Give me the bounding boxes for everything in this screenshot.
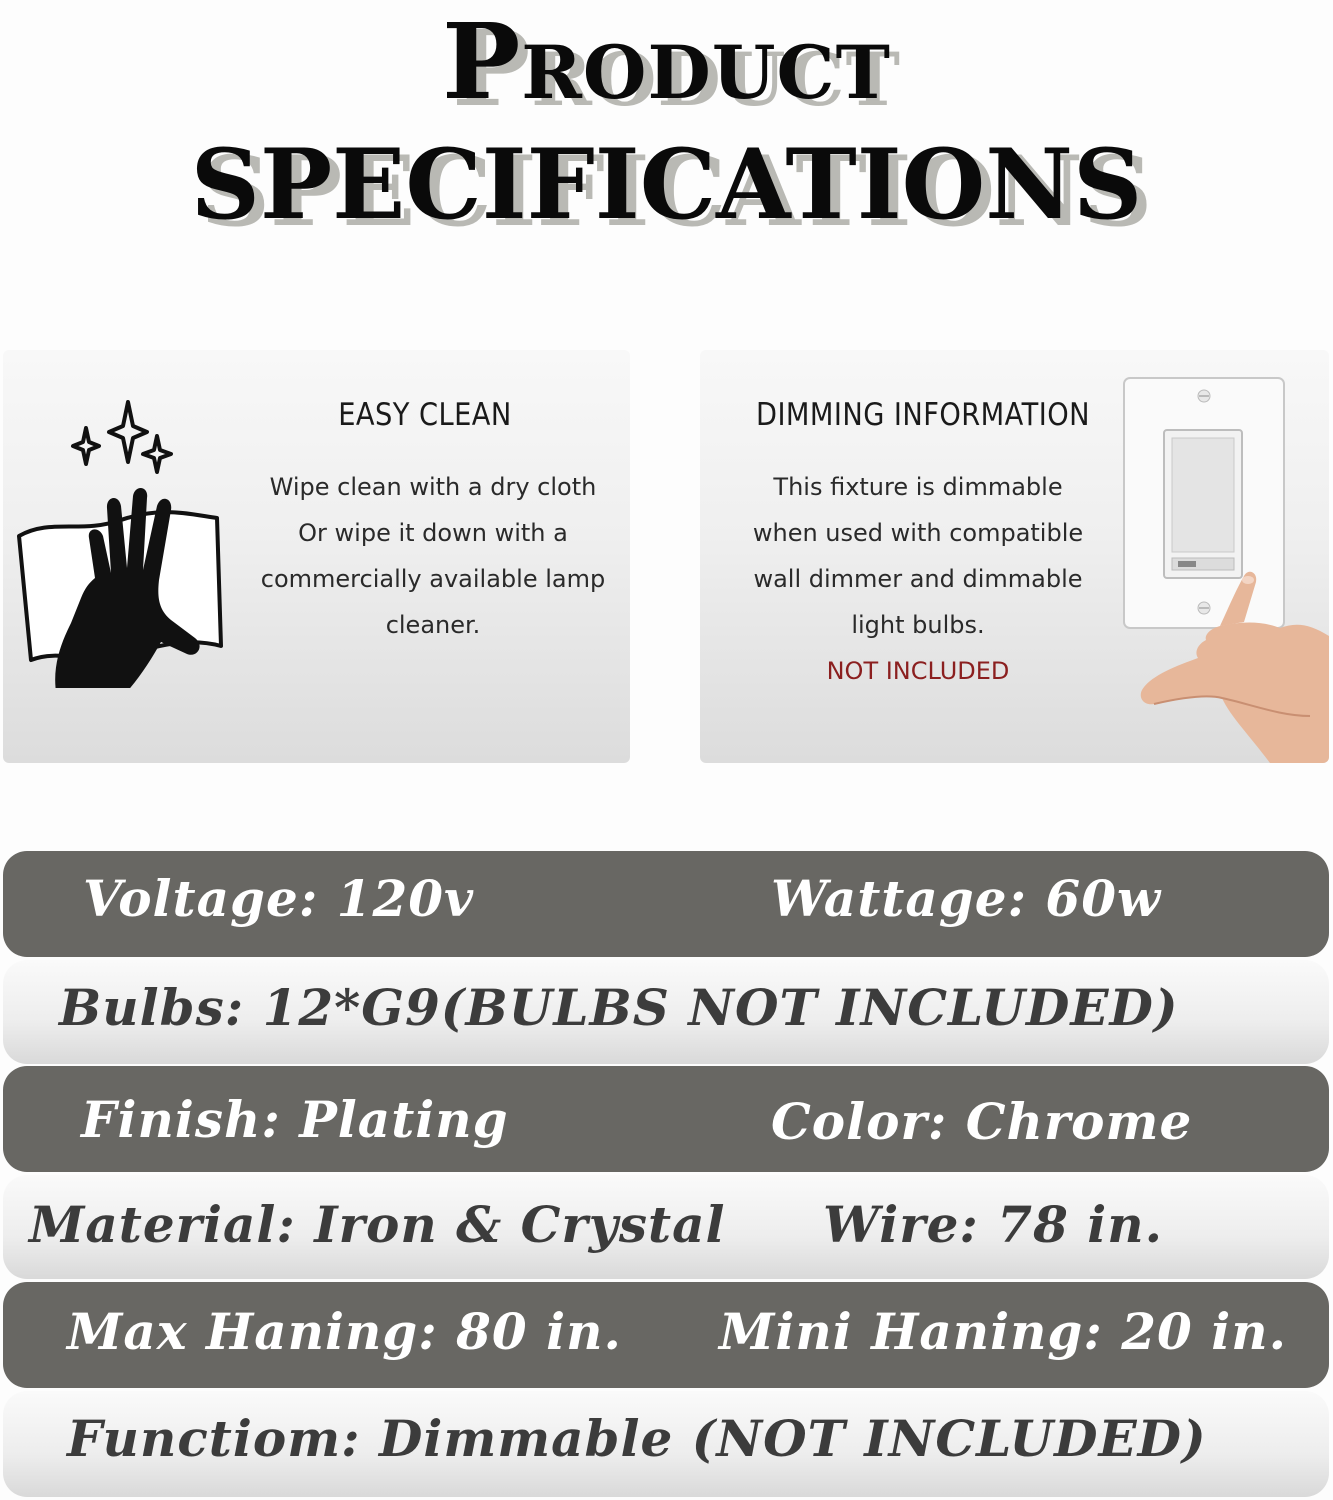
dimming-info-text <box>718 464 1118 694</box>
bulbs-spec: Bulbs: 12*G9(BULBS NOT INCLUDED) <box>59 978 1179 1037</box>
easy-clean-line: cleaner. <box>385 611 481 639</box>
function-spec: Functiom: Dimmable (NOT INCLUDED) <box>67 1409 1207 1468</box>
spec-bar-function <box>3 1391 1329 1497</box>
material-spec: Material: Iron & Crystal <box>29 1195 726 1254</box>
dimming-info-card <box>700 350 1329 763</box>
finish-spec: Finish: Plating <box>81 1090 509 1149</box>
hand-wiping-cloth-icon <box>11 398 226 688</box>
mini-hanging-spec: Mini Haning: 20 in. <box>719 1302 1287 1361</box>
max-hanging-spec: Max Haning: 80 in. <box>67 1302 622 1361</box>
spec-bar-hanging <box>3 1282 1329 1388</box>
wattage-spec: Wattage: 60w <box>771 869 1162 928</box>
voltage-spec: Voltage: 120v <box>83 869 475 928</box>
wire-spec: Wire: 78 in. <box>823 1195 1164 1254</box>
easy-clean-text <box>243 464 623 648</box>
color-spec: Color: Chrome <box>771 1092 1193 1151</box>
dimming-info-line: wall dimmer and dimmable <box>753 565 1083 593</box>
dimming-info-line: when used with compatible <box>752 519 1084 547</box>
easy-clean-line: commercially available lamp <box>260 565 606 593</box>
dimming-info-title: DIMMING INFORMATION <box>755 397 1090 433</box>
title-line-product: Product <box>442 0 891 123</box>
not-included-note: NOT INCLUDED <box>826 657 1010 685</box>
spec-bar-voltage-wattage <box>3 851 1329 957</box>
dimming-info-line: light bulbs. <box>851 611 985 639</box>
dimmer-switch-with-finger-icon <box>1120 376 1329 763</box>
easy-clean-line: Or wipe it down with a <box>298 519 568 547</box>
spec-bar-finish-color <box>3 1066 1329 1172</box>
spec-bar-bulbs <box>3 960 1329 1064</box>
easy-clean-line: Wipe clean with a dry cloth <box>269 473 597 501</box>
title-line-specifications: SPECIFICATIONS <box>190 128 1143 241</box>
easy-clean-card <box>3 350 630 763</box>
dimming-info-line: This fixture is dimmable <box>773 473 1063 501</box>
easy-clean-title: EASY CLEAN <box>338 397 512 433</box>
spec-bar-material-wire <box>3 1175 1329 1279</box>
